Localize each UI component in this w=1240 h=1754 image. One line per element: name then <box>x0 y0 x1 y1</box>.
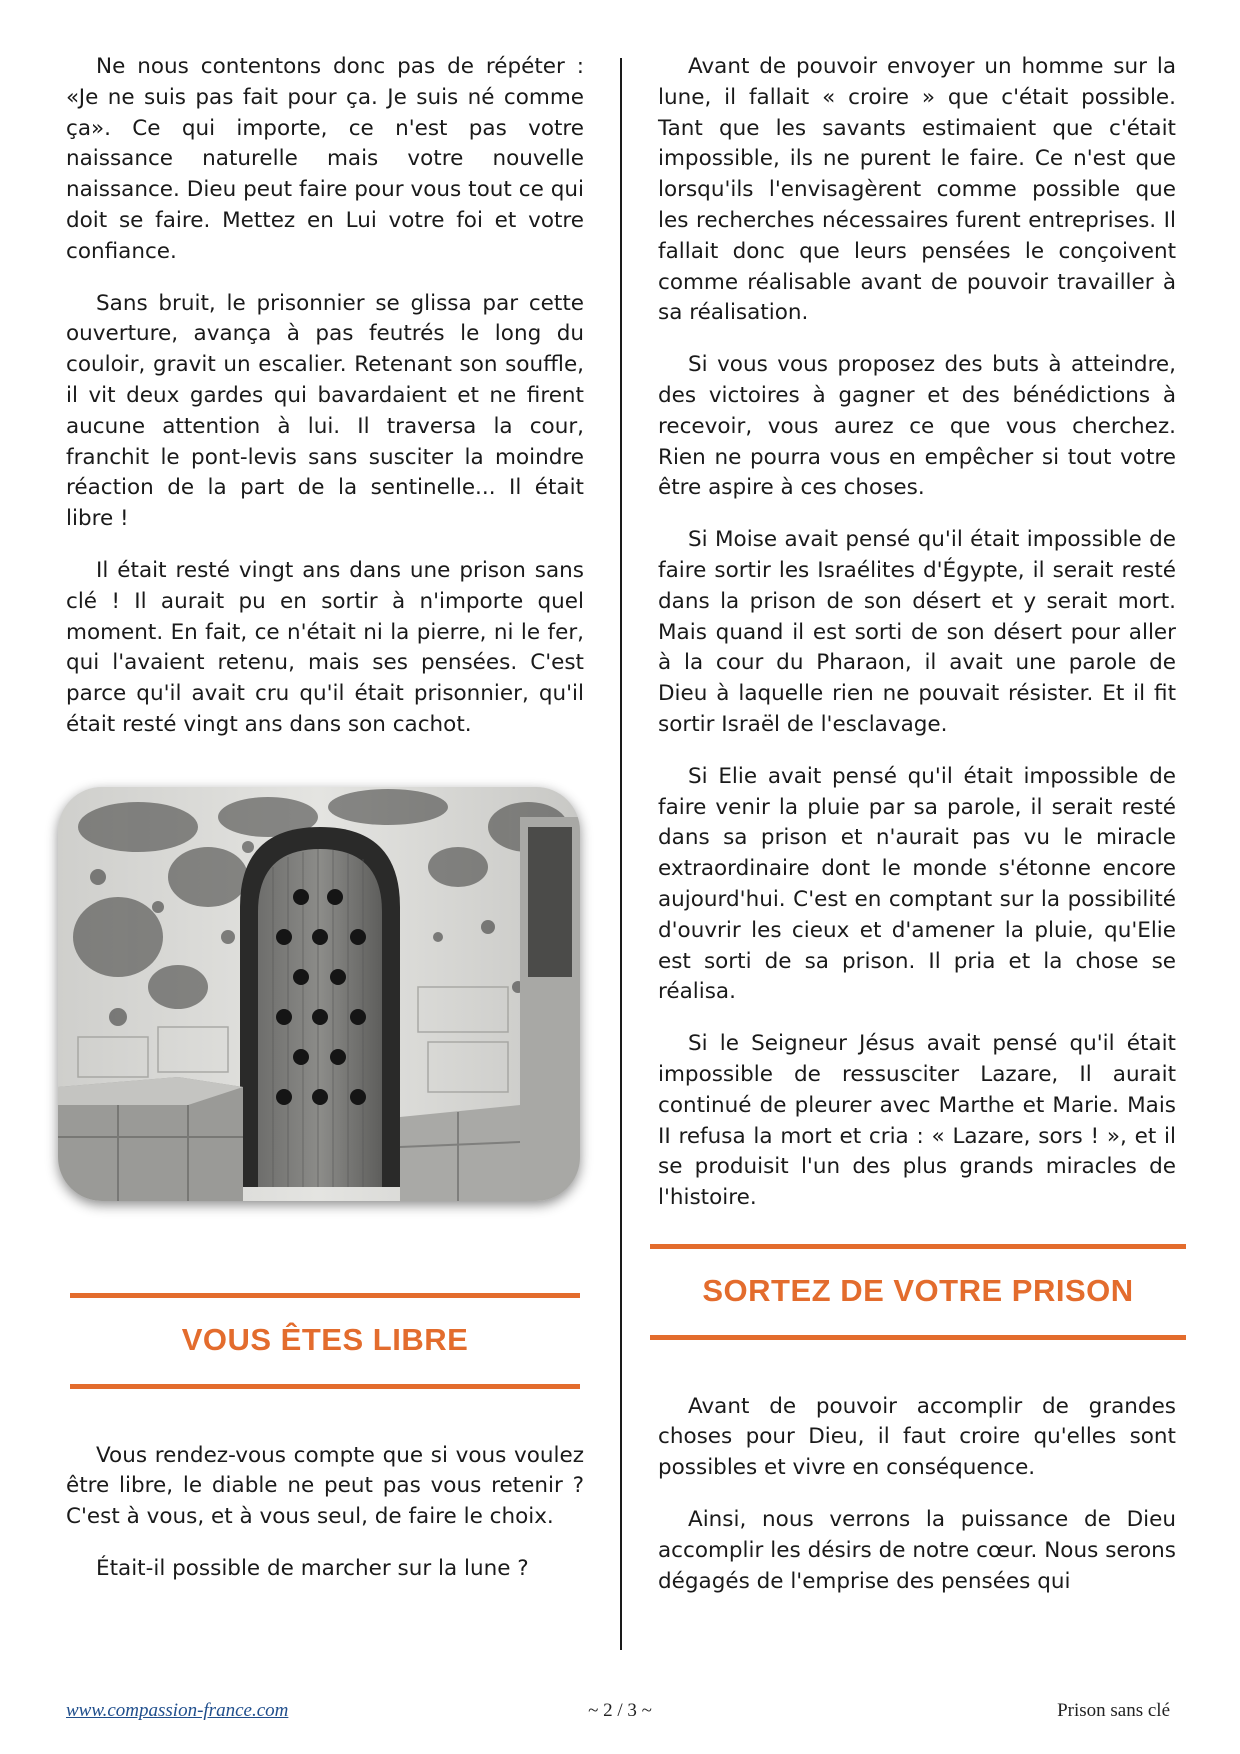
paragraph: Vous rendez-vous compte que si vous voulez être libre, le diable ne peut pas vous retenir ? C'est à vous, et à vous seul, de faire le choix. <box>66 1442 584 1530</box>
section-rule-bottom <box>70 1384 580 1389</box>
paragraph: Avant de pouvoir envoyer un homme sur la lune, il fallait « croire » que c'était possible. Tant que les savants estimaient que c'était impossible, ils ne purent le faire. Ce n'est que lorsqu'ils l'envisagèrent comme possible que les recherches nécessaires furent entreprises. Il fallait donc que leurs pensées le conçoivent comme réalisable avant de pouvoir travailler à sa réalisation. <box>658 54 1176 326</box>
document-title: Prison sans clé <box>1057 1700 1170 1721</box>
section-header-sortez-de-votre-prison <box>650 1244 1186 1340</box>
website-link[interactable]: www.compassion-france.com <box>66 1700 289 1721</box>
paragraph: Il était resté vingt ans dans une prison sans clé ! Il aurait pu en sortir à n'importe quel moment. En fait, ce n'était ni la pierre, ni le fer, qui l'avaient retenu, mais ses pensées. C'est parce qu'il avait cru qu'il était prisonnier, qu'il était resté vingt ans dans son cachot. <box>66 557 584 737</box>
section-title: SORTEZ DE VOTRE PRISON <box>702 1272 1134 1308</box>
paragraph: Avant de pouvoir accomplir de grandes choses pour Dieu, il faut croire qu'elles sont possibles et vivre en conséquence. <box>658 1393 1176 1481</box>
paragraph: Ainsi, nous verrons la puissance de Dieu accomplir les désirs de notre cœur. Nous serons dégagés de l'emprise des pensées qui <box>658 1507 1176 1594</box>
right-column <box>658 52 1176 1618</box>
page-number: ~ 2 / 3 ~ <box>588 1700 652 1721</box>
paragraph: Si le Seigneur Jésus avait pensé qu'il était impossible de ressusciter Lazare, Il aurait continué de pleurer avec Marthe et Marie. Mais II refusa la mort et cria : « Lazare, sors ! », et il se produisit l'un des plus grands miracles de l'histoire. <box>658 1031 1176 1211</box>
prison-door-photo <box>58 787 580 1201</box>
paragraph: Sans bruit, le prisonnier se glissa par cette ouverture, avança à pas feutrés le long du couloir, gravit un escalier. Retenant son souffle, il vit deux gardes qui bavardaient et ne firent aucune attention à lui. Il traversa la cour, franchit le pont-levis sans susciter la moindre réaction de la part de la sentinelle... Il était libre ! <box>66 290 584 532</box>
section-rule-bottom <box>650 1335 1186 1340</box>
paragraph: Si Moise avait pensé qu'il était impossible de faire sortir les Israélites d'Égypte, il serait resté dans la prison de son désert et y serait mort. Mais quand il est sorti de son désert pour aller à la cour du Pharaon, il avait une parole de Dieu à laquelle rien ne pouvait résister. Et il fit sortir Israël de l'esclavage. <box>658 527 1176 737</box>
paragraph: Était-il possible de marcher sur la lune ? <box>96 1555 529 1581</box>
column-divider <box>620 58 622 1650</box>
section-title: VOUS ÊTES LIBRE <box>181 1321 469 1357</box>
left-column <box>66 52 584 1606</box>
section-header-vous-etes-libre <box>70 1293 580 1389</box>
paragraph: Si Elie avait pensé qu'il était impossible de faire venir la pluie par sa parole, il serait resté dans sa prison et n'aurait pas vu le miracle extraordinaire dont le monde s'étonne encore aujourd'hui. C'est en comptant sur la possibilité d'ouvrir les cieux et d'amener la pluie, qu'Elie est sorti de sa prison. Il pria et la chose se réalisa. <box>658 763 1176 1005</box>
paragraph: Ne nous contentons donc pas de répéter : «Je ne suis pas fait pour ça. Je suis né comme ça». Ce qui importe, ce n'est pas votre naissance naturelle mais votre nouvelle naissance. Dieu peut faire pour vous tout ce qui doit se faire. Mettez en Lui votre foi et votre confiance. <box>66 54 584 264</box>
paragraph: Si vous vous proposez des buts à atteindre, des victoires à gagner et des bénédictions à recevoir, vous aurez ce que vous cherchez. Rien ne pourra vous en empêcher si tout votre être aspire à ces choses. <box>658 352 1176 501</box>
page-footer <box>0 1700 1240 1728</box>
